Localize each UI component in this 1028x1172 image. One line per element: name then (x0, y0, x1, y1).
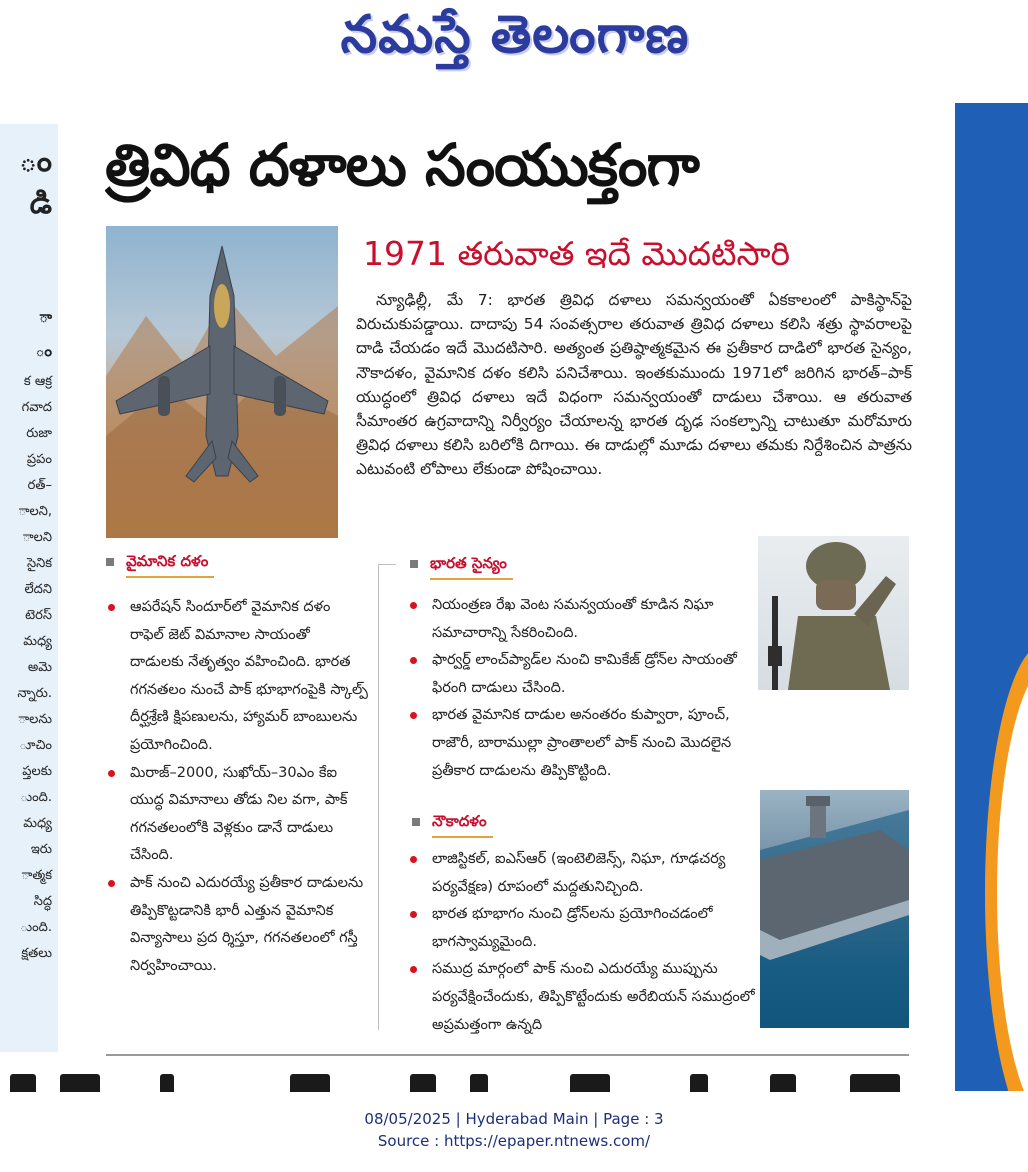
article-subheadline: 1971 తరువాత ఇదే మొదటిసారి (363, 234, 791, 273)
section-title: వైమానిక దళం (126, 552, 214, 578)
section-heading-navy (412, 812, 493, 838)
navy-bullet-list (408, 846, 758, 1039)
list-item-text: సముద్ర మార్గంలో పాక్‌ నుంచి ఎదురయ్యే ముప్పును పర్యవేక్షించేందుకు, తిప్పికొట్టేందుకు అరేబియన్‌ సముద్రంలో అప్రమత్తంగా ఉన్నది (432, 961, 755, 1033)
left-fragment: డి (29, 186, 52, 221)
edition-info: 08/05/2025 | Hyderabad Main | Page : 3 (364, 1110, 664, 1128)
airforce-bullet-list (106, 594, 368, 980)
list-item (106, 594, 368, 760)
left-fragment: న్నారు. (17, 686, 52, 701)
left-fragment: మధ్య (23, 816, 52, 831)
section-heading-airforce (106, 552, 214, 578)
article-bottom-rule (106, 1054, 909, 1056)
article-headline: త్రివిధ దళాలు సంయుక్తంగా (105, 131, 699, 199)
left-fragment: రుజా (26, 426, 52, 441)
aircraft-carrier-photo (760, 790, 909, 1028)
left-fragment: ూచిం (19, 738, 52, 753)
saluting-soldier-photo (758, 536, 909, 690)
left-fragment: గవాద (21, 400, 52, 415)
section-marker (412, 818, 420, 826)
section-marker (106, 558, 114, 566)
list-item-text: ఆపరేషన్‌ సిందూర్‌లో వైమానిక దళం రాఫెల్‌ జెట్‌ విమానాల సాయంతో దాడులకు నేతృత్వం వహించింది. భారత గగనతలం నుంచే పాక్‌ భూభాగంపైకి స్కాల్ప్‌ దీర్ఘశ్రేణి క్షిపణులను, హ్యామర్‌ బాంబులను ప్రయోగించింది. (130, 599, 368, 753)
left-fragment: మధ్య (23, 634, 52, 649)
carrier-illustration (760, 790, 909, 1028)
left-fragment: ాలని, (18, 504, 52, 519)
jet-illustration (106, 226, 338, 538)
left-fragment: ం (35, 342, 52, 360)
left-fragment: ఇరు (30, 842, 52, 857)
list-item (106, 870, 368, 980)
page-footer (0, 1108, 1028, 1152)
section-marker (410, 560, 418, 568)
soldier-illustration (758, 536, 909, 690)
section-heading-army (410, 554, 513, 580)
left-fragment: ాలని (22, 530, 52, 545)
fighter-jet-photo (106, 226, 338, 538)
list-item (408, 956, 758, 1039)
left-fragment: రత్– (27, 478, 52, 493)
next-headline-cutoff (10, 1066, 910, 1092)
source-link[interactable]: Source : https://epaper.ntnews.com/ (377, 1132, 651, 1150)
bullet-dot (108, 880, 115, 887)
bullet-dot (108, 604, 115, 611)
list-item-text: మిరాజ్‌–2000, సుఖోయ్‌–30ఎం కేఐ యుద్ధ విమానాలు తోడు నిల వగా, పాక్‌ గగనతలంలోకి వెళ్లకుం డానే దాడులు చేసింది. (130, 764, 348, 864)
left-fragment: ప్రపం (26, 452, 52, 467)
left-fragment: ం (19, 144, 52, 179)
masthead-logo: నమస్తే తెలంగాణ (340, 4, 690, 65)
list-item-text: పాక్‌ నుంచి ఎదురయ్యే ప్రతీకార దాడులను తిప్పికొట్టడానికి భారీ ఎత్తున వైమానిక విన్యాసాలు ప్రద ర్శిస్తూ, గగనతలంలో గస్తీ నిర్వహించాయి. (130, 874, 364, 974)
left-fragment: ాలను (18, 712, 52, 727)
list-item (106, 760, 368, 870)
list-item (408, 702, 753, 785)
list-item-text: భారత భూభాగం నుంచి డ్రోన్‌లను ప్రయోగించడంలో భాగస్వామ్యమైంది. (432, 906, 713, 950)
left-fragment: సిద్ధ (33, 894, 52, 909)
adjacent-ad-panel (955, 103, 1028, 1091)
bullet-dot (108, 770, 115, 777)
article-lead-paragraph: న్యూఢిల్లీ, మే 7: భారత త్రివిధ దళాలు సమన్వయంతో ఏకకాలంలో పాకిస్థాన్‌పై విరుచుకుపడ్డాయి. దాదాపు 54 సంవత్సరాల తరువాత త్రివిధ దళాలు కలిసి శత్రు స్థావరాలపై దాడి చేయడం ఇదే మొదటిసారి. అత్యంత ప్రతిష్ఠాత్మకమైన ఈ ప్రతీకార దాడిలో భారత సైన్యం, నౌకాదళం, వైమానిక దళం కలిసి పనిచేశాయి. ఇంతకుముందు 1971లో జరిగిన భారత్‌–పాక్‌ యుద్ధంలో త్రివిధ దళాలు ఇదే విధంగా సమన్వయంతో దాడులు చేశాయి. ఆ తరువాత సీమాంతర ఉగ్రవాదాన్ని నిర్వీర్యం చేయాలన్న భారత దృఢ సంకల్పాన్ని చాటుతూ మరోమారు త్రివిధ దళాలు కలిసి బరిలోకి దిగాయి. ఈ దాడుల్లో మూడు దళాలు తమకు నిర్దేశించిన పాత్రను ఎటువంటి లోపాలు లేకుండా పోషించాయి. (356, 291, 912, 479)
list-item (408, 846, 758, 901)
column-divider (378, 564, 379, 1030)
adjacent-article-strip (0, 124, 58, 1052)
bullet-dot (410, 856, 417, 863)
left-fragment: క ఆక్ర (23, 374, 52, 389)
list-item (408, 647, 753, 702)
left-fragment: ాత్మక (21, 868, 52, 883)
list-item-text: ఫార్వర్డ్‌ లాంచ్‌ప్యాడ్‌ల నుంచి కామికేజ్‌ డ్రోన్‌ల సాయంతో ఫిరంగి దాడులు చేసింది. (432, 652, 737, 696)
army-bullet-list (408, 592, 753, 785)
left-fragment: ుంది. (20, 790, 52, 805)
left-fragment: ప్తలకు (22, 764, 52, 779)
list-item-text: నియంత్రణ రేఖ వెంట సమన్వయంతో కూడిన నిఘా సమాచారాన్ని సేకరించింది. (432, 597, 714, 641)
section-title: నౌకాదళం (432, 812, 493, 838)
bullet-dot (410, 657, 417, 664)
left-fragment: ా (39, 308, 52, 326)
list-item (408, 592, 753, 647)
bullet-dot (410, 602, 417, 609)
left-fragment: టెరస్ (25, 608, 52, 623)
bullet-dot (410, 911, 417, 918)
bullet-dot (410, 712, 417, 719)
left-fragment: అమె (27, 660, 52, 675)
left-fragment: ుంది. (20, 920, 52, 935)
left-fragment: సైనిక (26, 556, 52, 571)
list-item-text: లాజిస్టికల్‌, ఐఎస్‌ఆర్‌ (ఇంటెలిజెన్స్‌, నిఘా, గూఢచర్య పర్యవేక్షణ) రూపంలో మద్దతునిచ్చింది. (432, 851, 726, 895)
list-item-text: భారత వైమానిక దాడుల అనంతరం కుప్వారా, పూంచ్‌, రాజౌరీ, బారాముల్లా ప్రాంతాలలో పాక్‌ నుంచి మొదలైన ప్రతీకార దాడులను తిప్పికొట్టింది. (432, 707, 732, 779)
column-divider-tick (378, 564, 396, 565)
left-fragment: క్షతలు (21, 946, 52, 961)
left-fragment: లేదని (24, 582, 52, 597)
bullet-dot (410, 966, 417, 973)
section-title: భారత సైన్యం (430, 554, 513, 580)
list-item (408, 901, 758, 956)
